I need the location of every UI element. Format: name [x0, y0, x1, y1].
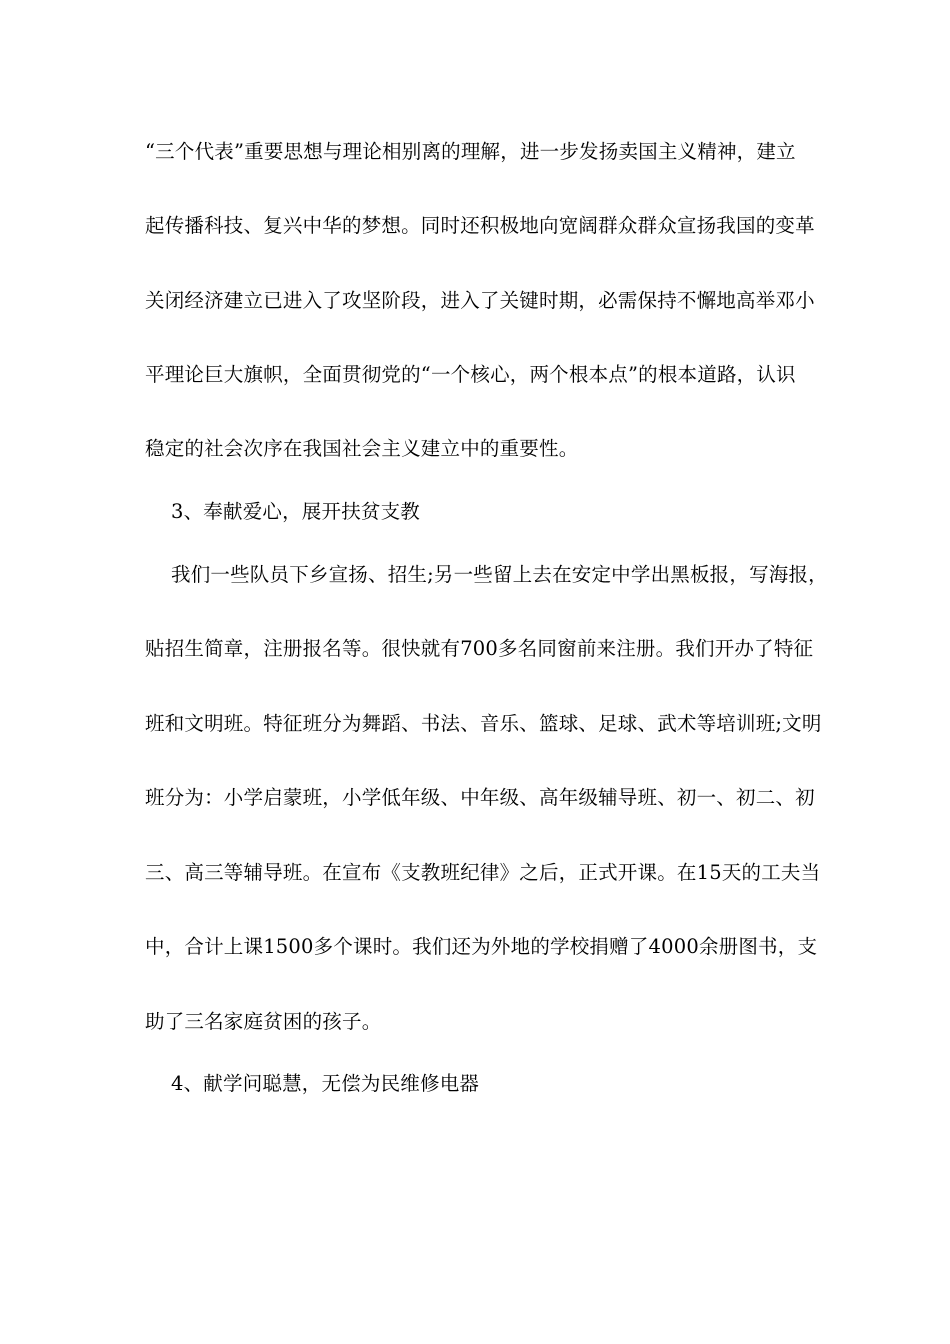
paragraph-line: 班分为：小学启蒙班，小学低年级、中年级、高年级辅导班、初一、初二、初 — [145, 786, 815, 809]
paragraph-line: 平理论巨大旗帜，全面贯彻党的“一个核心，两个根本点”的根本道路，认识 — [145, 363, 796, 386]
paragraph-line: 稳定的社会次序在我国社会主义建立中的重要性。 — [145, 437, 579, 460]
paragraph-line: 助了三名家庭贫困的孩子。 — [145, 1010, 382, 1033]
paragraph-line: 中，合计上课1500多个课时。我们还为外地的学校捐赠了4000余册图书，支 — [145, 935, 818, 958]
paragraph-line: 班和文明班。特征班分为舞蹈、书法、音乐、篮球、足球、武术等培训班;文明 — [145, 712, 822, 735]
section-heading: 3、奉献爱心，展开扶贫支教 — [171, 500, 421, 523]
section-heading: 4、献学问聪慧，无偿为民维修电器 — [171, 1072, 480, 1095]
paragraph-line: 关闭经济建立已进入了攻坚阶段，进入了关键时期，必需保持不懈地高举邓小 — [145, 289, 815, 312]
paragraph-line: 三、高三等辅导班。在宣布《支教班纪律》之后，正式开课。在15天的工夫当 — [145, 861, 821, 884]
paragraph-line: 贴招生简章，注册报名等。很快就有700多名同窗前来注册。我们开办了特征 — [145, 637, 814, 660]
paragraph-line: 起传播科技、复兴中华的梦想。同时还积极地向宽阔群众群众宣扬我国的变革 — [145, 214, 815, 237]
paragraph-line: 我们一些队员下乡宣扬、招生;另一些留上去在安定中学出黑板报，写海报， — [171, 563, 828, 586]
paragraph-line: “三个代表”重要思想与理论相别离的理解，进一步发扬卖国主义精神，建立 — [145, 140, 796, 163]
